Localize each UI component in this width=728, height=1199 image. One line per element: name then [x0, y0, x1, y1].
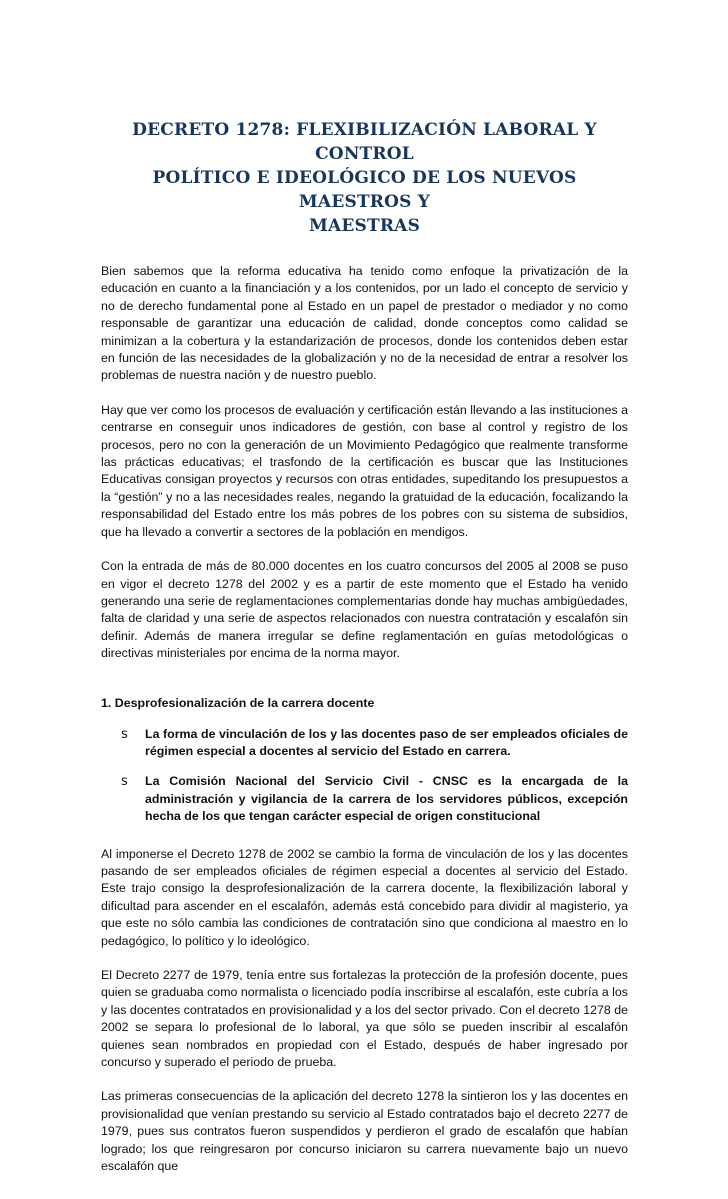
title-line-1: DECRETO 1278: FLEXIBILIZACIÓN LABORAL Y CONTROL	[132, 120, 597, 164]
body-paragraph-2: El Decreto 2277 de 1979, tenía entre sus fortalezas la protección de la profesión docente, pues quien se graduaba como normalista o licenciado podía inscribirse al escalafón, este cubría a los y las docentes contratados en provisionalidad y a los del sector privado. Con el decreto 1278 de 2002 se separa lo profesional de lo laboral, ya que sólo se pueden inscribir al escalafón quienes sean nombrados en propiedad con el Estado, después de haber ingresado por concurso y superado el periodo de prueba.	[101, 968, 628, 1070]
title-line-2: POLÍTICO E IDEOLÓGICO DE LOS NUEVOS MAESTROS Y	[152, 168, 577, 212]
bullet-marker: s	[121, 726, 128, 742]
bullet-text-2: La Comisión Nacional del Servicio Civil - CNSC es la encargada de la administración y vigilancia de la carrera de los servidores públicos, excepción hecha de los que tengan carácter especial de origen constitucional	[145, 774, 628, 824]
title-line-3: MAESTRAS	[308, 216, 421, 236]
section-heading: 1. Desprofesionalización de la carrera docente	[101, 695, 375, 710]
bullet-text-1: La forma de vinculación de los y las docentes paso de ser empleados oficiales de régimen especial a docentes al servicio del Estado en carrera.	[145, 726, 628, 758]
list-item	[101, 726, 628, 761]
bullet-list	[101, 726, 628, 826]
intro-paragraph-2: Hay que ver como los procesos de evaluación y certificación están llevando a las instituciones a centrarse en conseguir unos indicadores de gestión, con base al control y registro de los procesos, pero no con la generación de un Movimiento Pedagógico que realmente transforme las prácticas educativas; el trasfondo de la certificación es buscar que las Instituciones Educativas consigan proyectos y recursos con otras entidades, supeditando los presupuestos a la “gestión” y no a las necesidades reales, negando la gratuidad de la educación, focalizando la responsabilidad del Estado entre los más pobres de los pobres con su sistema de subsidios, que ha llevado a convertir a sectores de la población en mendigos.	[101, 402, 628, 539]
document-title	[101, 118, 628, 238]
intro-paragraph-1: Bien sabemos que la reforma educativa ha tenido como enfoque la privatización de la educación en cuanto a la financiación y a los contenidos, por un lado el concepto de servicio y no de derecho fundamental pone al Estado en un papel de prestador o mediador y no como responsable de garantizar una educación de calidad, donde conceptos como calidad se minimizan a la cobertura y la estandarización de procesos, donde los contenidos deben estar en función de las necesidades de la globalización y no de la necesidad de entrar a resolver los problemas de nuestra nación y de nuestro pueblo.	[101, 264, 628, 383]
list-item	[101, 773, 628, 825]
intro-paragraph-3: Con la entrada de más de 80.000 docentes en los cuatro concursos del 2005 al 2008 se puso en vigor el decreto 1278 del 2002 y es a partir de este momento que el Estado ha venido generando una serie de reglamentaciones complementarias donde hay muchas ambigüedades, falta de claridad y una serie de aspectos relacionados con nuestra contratación y escalafón sin definir. Además de manera irregular se define reglamentación en guías metodológicas o directivas ministeriales por encima de la norma mayor.	[101, 559, 628, 661]
body-paragraph-1: Al imponerse el Decreto 1278 de 2002 se cambio la forma de vinculación de los y las docentes pasando de ser empleados oficiales de régimen especial a docentes al servicio del Estado. Este trajo consigo la desprofesionalización de la carrera docente, la flexibilización laboral y dificultad para ascender en el escalafón, además está concebido para dividir al magisterio, ya que este no sólo cambia las condiciones de contratación sino que condiciona al maestro en lo pedagógico, lo político y lo ideológico.	[101, 846, 628, 948]
body-paragraph-3: Las primeras consecuencias de la aplicación del decreto 1278 la sintieron los y las docentes en provisionalidad que venían prestando su servicio al Estado contratados bajo el decreto 2277 de 1979, pues sus contratos fueron suspendidos y perdieron el grado de escalafón que habían logrado; los que reingresaron por concurso iniciaron su carrera nuevamente bajo un nuevo escalafón que	[101, 1089, 628, 1174]
bullet-marker: s	[121, 774, 128, 790]
